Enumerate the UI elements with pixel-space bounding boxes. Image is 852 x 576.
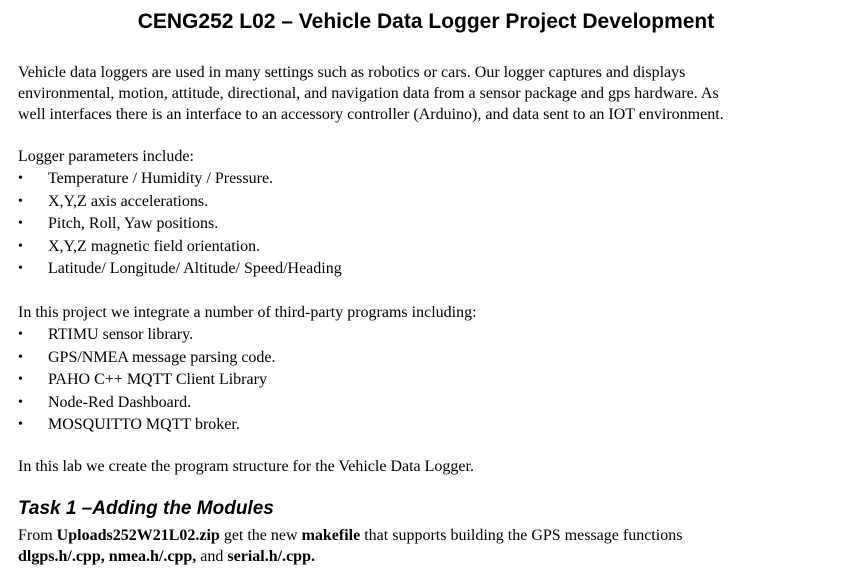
task1-line <box>18 546 838 567</box>
list-item-text: GPS/NMEA message parsing code. <box>48 348 276 366</box>
bullet-icon: • <box>18 193 23 209</box>
list-item <box>18 347 276 370</box>
task1-text: that supports building the GPS message functions <box>360 527 683 544</box>
list-item-text: RTIMU sensor library. <box>48 326 194 343</box>
list-item <box>18 168 342 191</box>
intro-line: Vehicle data loggers are used in many settings such as robotics or cars. Our logger captures and displays <box>18 64 686 81</box>
task1-paragraph <box>18 525 838 567</box>
intro-paragraph <box>18 62 838 125</box>
task1-text: get the new <box>219 527 302 544</box>
document-title: CENG252 L02 – Vehicle Data Logger Project Development <box>137 10 715 33</box>
bullet-icon: • <box>18 417 23 432</box>
third-party-list <box>18 324 276 437</box>
intro-line: environmental, motion, attitude, directional, and navigation data from a sensor package and gps hardware. As <box>18 85 719 102</box>
intro-line: well interfaces there is an interface to an accessory controller (Arduino), and data sent to an IOT environment. <box>18 106 724 123</box>
parameters-list <box>18 168 342 281</box>
list-item-text: Temperature / Humidity / Pressure. <box>48 170 274 187</box>
list-item-text: X,Y,Z axis accelerations. <box>48 192 209 210</box>
serial-filename: serial.h/.cpp. <box>227 548 315 565</box>
list-item-text: PAHO C++ MQTT Client Library <box>48 371 267 388</box>
list-item <box>18 258 342 281</box>
dlgps-filename: dlgps.h/.cpp, <box>18 548 105 565</box>
bullet-icon: • <box>18 394 23 410</box>
task1-heading: Task 1 –Adding the Modules <box>18 498 274 519</box>
list-item <box>18 369 276 392</box>
task1-text: From <box>18 527 57 544</box>
list-item <box>18 236 342 259</box>
bullet-icon: • <box>18 171 23 186</box>
third-party-heading: In this project we integrate a number of third-party programs including: <box>18 304 477 321</box>
bullet-icon: • <box>18 261 23 276</box>
list-item-text: Pitch, Roll, Yaw positions. <box>48 215 219 232</box>
list-item-text: X,Y,Z magnetic field orientation. <box>48 237 261 255</box>
bullet-icon: • <box>18 349 23 365</box>
list-item <box>18 392 276 415</box>
list-item <box>18 191 342 214</box>
bullet-icon: • <box>18 238 23 254</box>
list-item-text: Latitude/ Longitude/ Altitude/ Speed/Heading <box>48 260 342 277</box>
task1-line <box>18 525 838 546</box>
makefile-name: makefile <box>301 527 361 544</box>
bullet-icon: • <box>18 327 23 342</box>
parameters-heading: Logger parameters include: <box>18 148 194 165</box>
list-item <box>18 324 276 347</box>
nmea-filename: nmea.h/.cpp, <box>108 548 197 565</box>
list-item-text: MOSQUITTO MQTT broker. <box>48 416 240 433</box>
bullet-icon: • <box>18 372 23 387</box>
task1-text: and <box>196 548 228 565</box>
list-item <box>18 414 276 437</box>
bullet-icon: • <box>18 216 23 231</box>
zip-filename: Uploads252W21L02.zip <box>56 527 220 544</box>
list-item <box>18 213 342 236</box>
lab-statement: In this lab we create the program structure for the Vehicle Data Logger. <box>18 458 474 475</box>
list-item-text: Node-Red Dashboard. <box>48 393 192 411</box>
